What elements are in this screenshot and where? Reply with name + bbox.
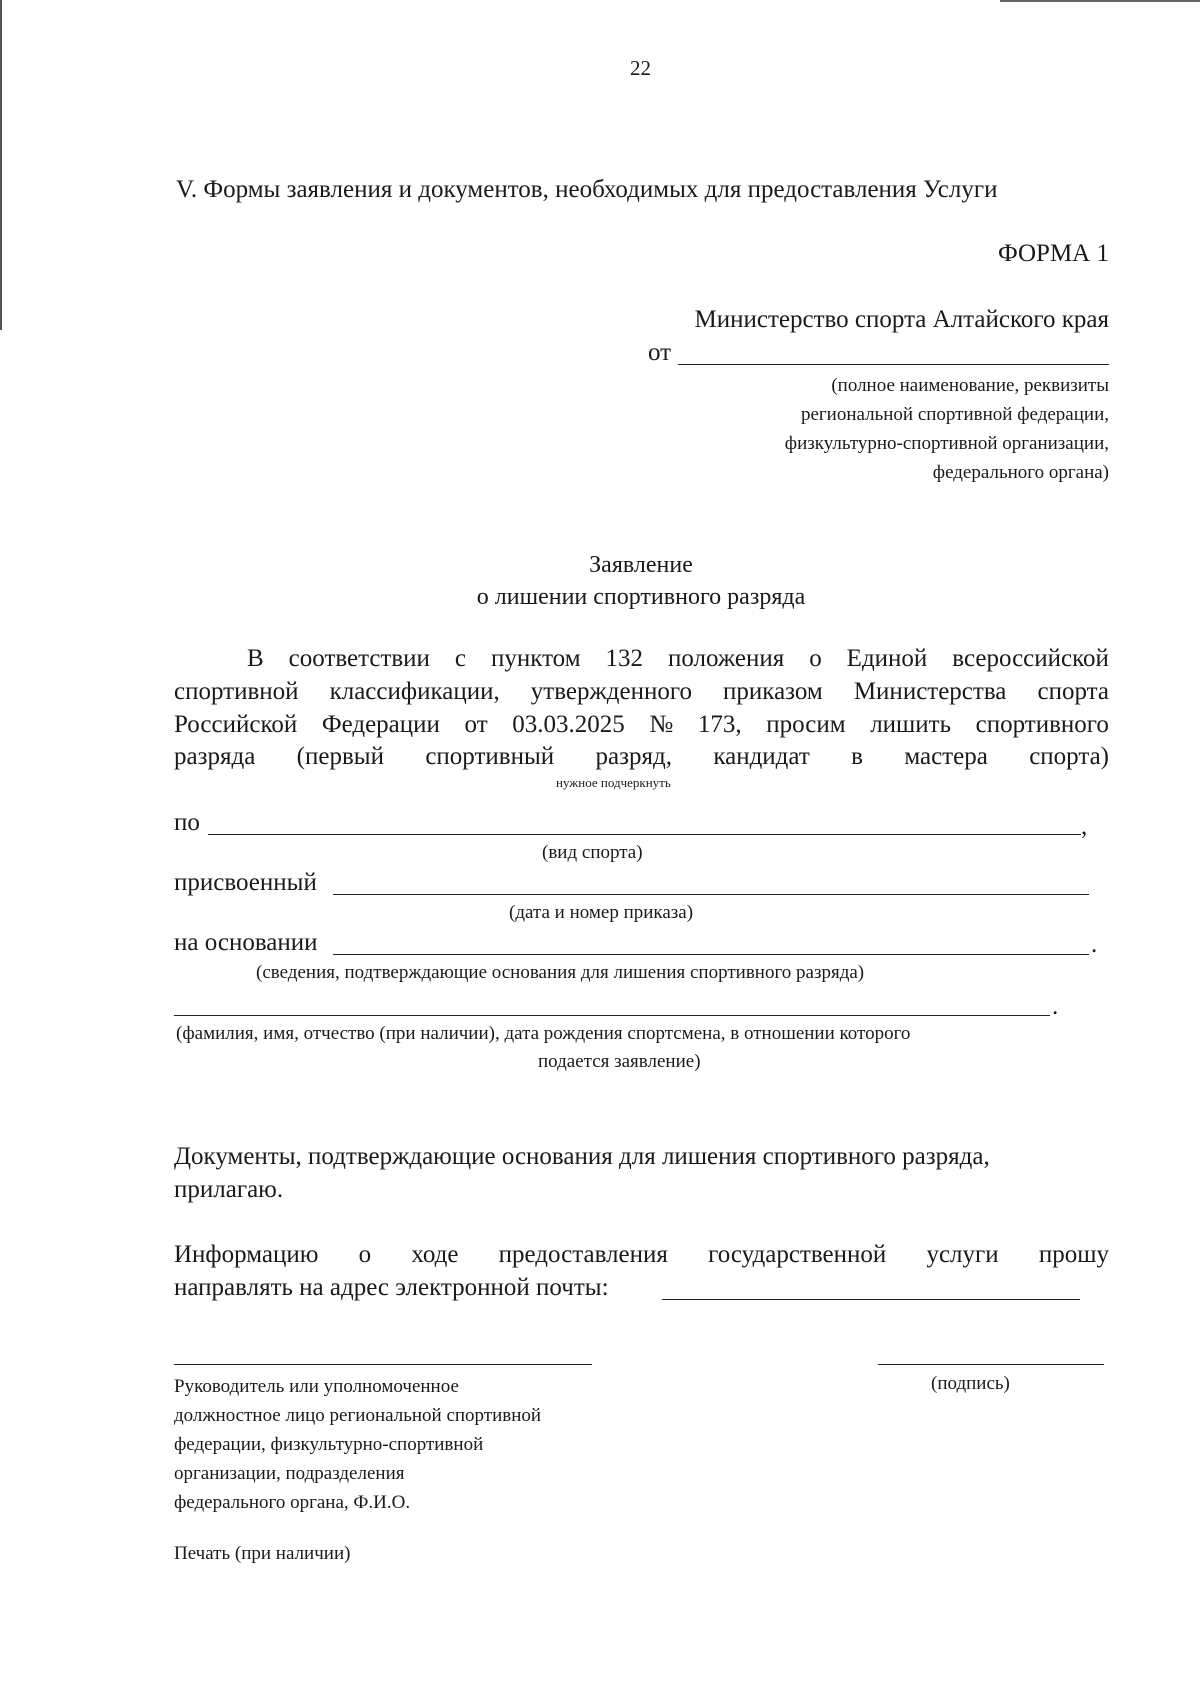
section-heading: V. Формы заявления и документов, необходимых для предоставления Услуги [176, 176, 998, 203]
word: лишить [870, 711, 951, 738]
addressee-ministry: Министерство спорта Алтайского края [694, 306, 1109, 333]
word: разряд, [595, 743, 672, 770]
scan-top-mark [1000, 0, 1200, 2]
addressee-note-line: (полное наименование, реквизиты [831, 375, 1109, 396]
word: о [809, 645, 822, 672]
signature-label: (подпись) [931, 1373, 1010, 1394]
body-line-4 [174, 742, 1109, 772]
addressee-note [785, 371, 1109, 487]
info-line-1 [174, 1240, 1109, 1270]
word: спортивного [975, 711, 1109, 738]
athlete-field-line[interactable] [174, 1015, 1050, 1016]
form-label: ФОРМА 1 [997, 240, 1109, 267]
word: 173, [697, 711, 742, 738]
word: положения [668, 645, 785, 672]
word: с [454, 645, 467, 672]
basis-label: на основании [174, 929, 318, 956]
title-line-1: Заявление [589, 552, 693, 578]
word: соответствии [288, 645, 430, 672]
signature-line[interactable] [878, 1364, 1104, 1365]
sport-label: по [174, 809, 200, 836]
word: о [358, 1241, 372, 1268]
addressee-note-line: региональной спортивной федерации, [800, 404, 1109, 425]
official-role [174, 1372, 541, 1517]
word: спорта [1037, 678, 1109, 705]
word: от [464, 711, 488, 738]
scan-edge-mark [0, 0, 2, 330]
word: утвержденного [530, 678, 692, 705]
body-line-1 [247, 644, 1109, 674]
document-title [0, 549, 1200, 613]
addressee-note-line: физкультурно-спортивной организации, [784, 433, 1109, 454]
body-line-2 [174, 677, 1109, 707]
word: Министерства [853, 678, 1007, 705]
basis-hint: (сведения, подтверждающие основания для лишения спортивного разряда) [256, 962, 865, 983]
addressee-from-label: от [648, 339, 672, 366]
documents-line-2: прилагаю. [174, 1176, 284, 1203]
sport-field-line[interactable] [208, 834, 1081, 835]
sport-hint: (вид спорта) [542, 842, 643, 863]
info-line-2: направлять на адрес электронной почты: [174, 1274, 609, 1301]
word: спорта) [1029, 743, 1109, 770]
word: прошу [1038, 1241, 1109, 1268]
underline-hint: нужное подчеркнуть [556, 775, 671, 790]
assigned-hint: (дата и номер приказа) [509, 902, 694, 923]
word: спортивный [425, 743, 555, 770]
official-role-line: федерального органа, Ф.И.О. [174, 1492, 411, 1513]
email-field-line[interactable] [662, 1299, 1080, 1300]
official-role-line: федерации, физкультурно-спортивной [174, 1434, 484, 1455]
word: предоставления [498, 1241, 668, 1268]
word: услуги [926, 1241, 999, 1268]
page-number: 22 [630, 56, 651, 80]
body-line-3 [174, 710, 1109, 740]
word: 132 [605, 645, 644, 672]
word: всероссийской [952, 645, 1109, 672]
word: № [649, 711, 674, 738]
official-name-line[interactable] [174, 1364, 592, 1365]
addressee-from-line[interactable] [678, 364, 1109, 365]
word: (первый [296, 743, 384, 770]
official-role-line: организации, подразделения [174, 1463, 405, 1484]
word: Федерации [321, 711, 440, 738]
basis-field-line[interactable] [333, 954, 1089, 955]
word: просим [766, 711, 846, 738]
athlete-hint-2: подается заявление) [538, 1051, 701, 1072]
athlete-field-period: . [1052, 993, 1059, 1020]
word: Информацию [174, 1241, 319, 1268]
word: ходе [411, 1241, 459, 1268]
word: В [247, 645, 264, 672]
athlete-hint-1: (фамилия, имя, отчество (при наличии), дата рождения спортсмена, в отношении которого [176, 1023, 911, 1044]
documents-line-1: Документы, подтверждающие основания для лишения спортивного разряда, [174, 1143, 990, 1170]
word: государственной [708, 1241, 887, 1268]
word: приказом [723, 678, 823, 705]
word: 03.03.2025 [512, 711, 625, 738]
word: Российской [174, 711, 298, 738]
word: в [851, 743, 863, 770]
official-role-line: Руководитель или уполномоченное [174, 1376, 459, 1397]
word: мастера [904, 743, 988, 770]
word: разряда [174, 743, 256, 770]
word: пунктом [491, 645, 581, 672]
addressee-note-line: федерального органа) [932, 462, 1109, 483]
word: кандидат [713, 743, 810, 770]
word: Единой [846, 645, 928, 672]
stamp-label: Печать (при наличии) [174, 1543, 351, 1564]
sport-field-comma: , [1081, 813, 1088, 840]
word: классификации, [329, 678, 500, 705]
title-line-2: о лишении спортивного разряда [476, 584, 806, 610]
word: спортивной [174, 678, 299, 705]
basis-field-period: . [1091, 931, 1098, 958]
assigned-label: присвоенный [174, 869, 317, 896]
assigned-field-line[interactable] [333, 894, 1089, 895]
official-role-line: должностное лицо региональной спортивной [174, 1405, 542, 1426]
